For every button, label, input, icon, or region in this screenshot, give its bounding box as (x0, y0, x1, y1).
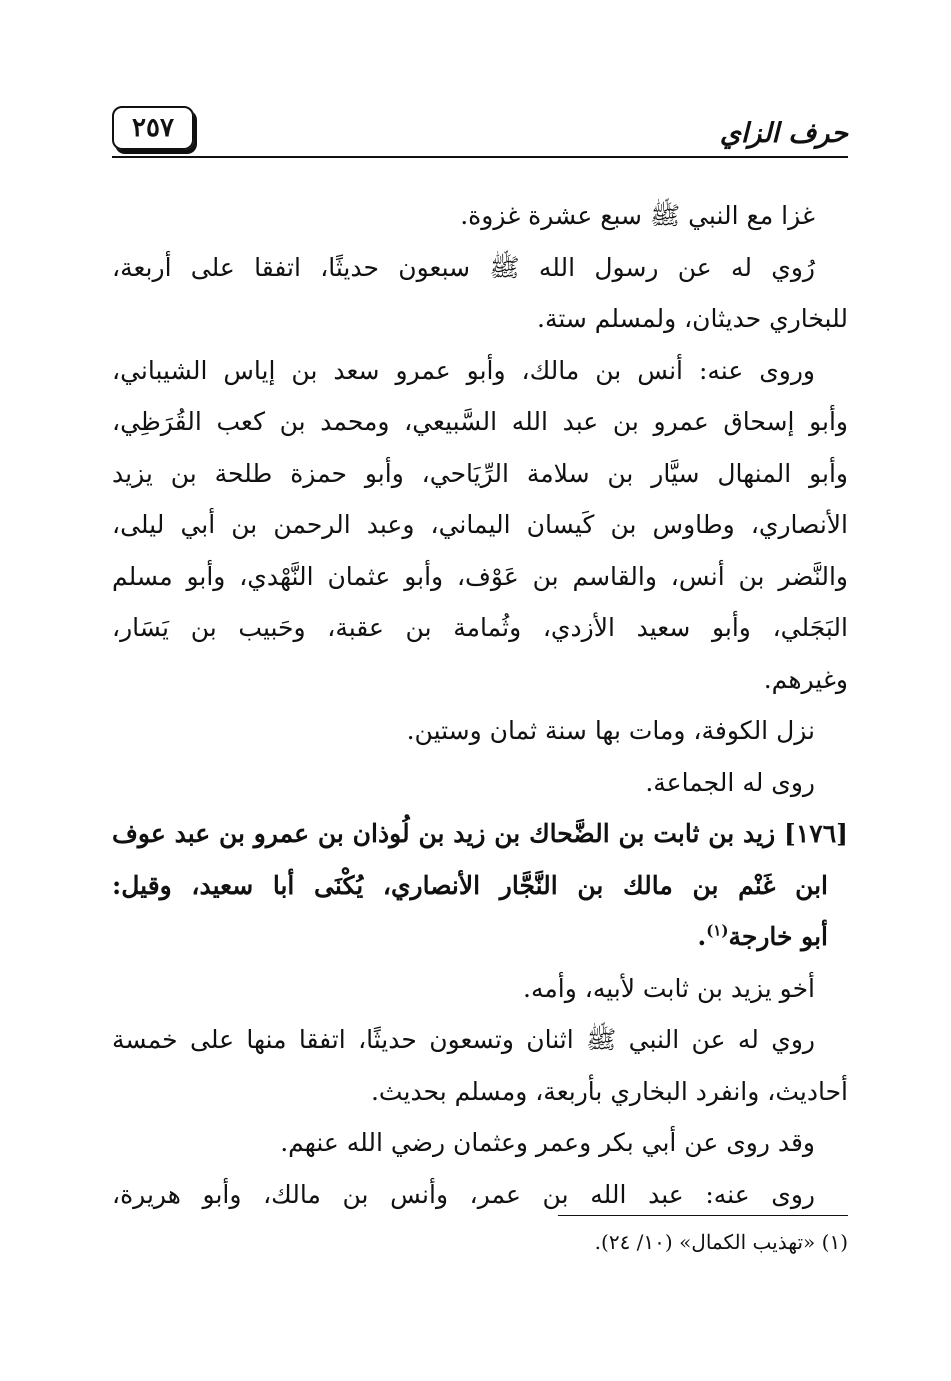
header-rule (112, 156, 848, 158)
entry-heading-line (112, 911, 848, 963)
footnote: (١) «تهذيب الكمال» (١٠/ ٢٤). (594, 1230, 848, 1254)
body-line: وقد روى عن أبي بكر وعمر وعثمان رضي الله عنهم. (280, 1128, 815, 1157)
entry-heading-line: ابن غَنْم بن مالك بن النَّجَّار الأنصاري، يُكْنَى أبا سعيد، وقيل: (112, 870, 828, 900)
body-line: والنَّضر بن أنس، والقاسم بن عَوْف، وأبو عثمان النَّهْدي، وأبو مسلم (112, 561, 848, 591)
body-line: وأبو إسحاق عمرو بن عبد الله السَّبيعي، ومحمد بن كعب القُرَظِي، (112, 407, 848, 436)
page-body (112, 190, 848, 1220)
body-line: وأبو المنهال سيَّار بن سلامة الرِّيَاحي، وأبو حمزة طلحة بن يزيد (112, 458, 848, 488)
entry-heading-text: أبو خارجة (728, 922, 828, 951)
footnote-rule (558, 1215, 848, 1216)
body-line: روى له الجماعة. (645, 767, 815, 797)
body-line: رُوي له عن رسول الله ﷺ سبعون حديثًا، اتفقا على أربعة، (112, 252, 815, 282)
page-number: ٢٥٧ (112, 106, 194, 150)
body-line: غزا مع النبي ﷺ سبع عشرة غزوة. (460, 201, 815, 230)
body-line: أخو يزيد بن ثابت لأبيه، وأمه. (523, 973, 815, 1003)
body-line: أحاديث، وانفرد البخاري بأربعة، ومسلم بحديث. (370, 1076, 848, 1106)
body-line: الأنصاري، وطاوس بن كَيسان اليماني، وعبد الرحمن بن أبي ليلى، (112, 510, 848, 539)
body-line: روى عنه: عبد الله بن عمر، وأنس بن مالك، وأبو هريرة، (112, 1179, 815, 1209)
body-line: روي له عن النبي ﷺ اثنان وتسعون حديثًا، اتفقا منها على خمسة (112, 1025, 815, 1054)
body-line: البَجَلي، وأبو سعيد الأزدي، وثُمامة بن عقبة، وحَبيب بن يَسَار، (112, 613, 848, 642)
page-header (112, 100, 848, 160)
body-line: للبخاري حديثان، ولمسلم ستة. (537, 304, 848, 333)
entry-heading-line: [١٧٦] زيد بن ثابت بن الضَّحاك بن زيد بن لُوذان بن عمرو بن عبد عوف (112, 819, 848, 848)
entry-heading-period: . (697, 922, 707, 951)
body-line: وغيرهم. (763, 664, 848, 694)
running-title: حرف الزاي (719, 118, 848, 149)
footnote-ref: (١) (706, 921, 729, 940)
body-line: نزل الكوفة، ومات بها سنة ثمان وستين. (406, 716, 815, 745)
body-line: وروى عنه: أنس بن مالك، وأبو عمرو سعد بن إياس الشيباني، (112, 355, 815, 385)
